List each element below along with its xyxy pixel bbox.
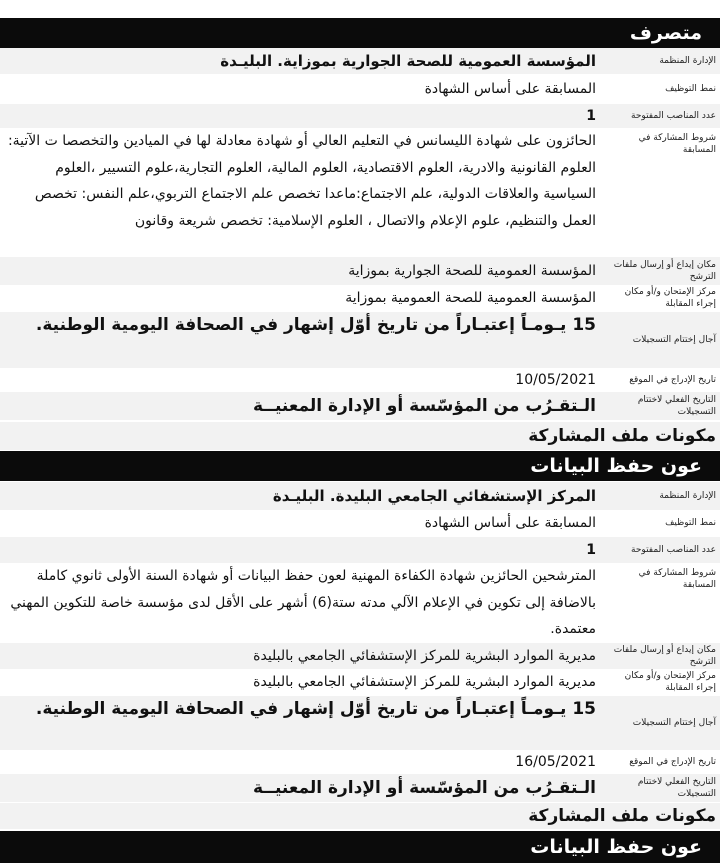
deposit-label: مكان إيداع أو إرسال ملفات الترشح xyxy=(613,645,716,667)
section-1-conditions-row xyxy=(0,128,720,256)
org-label: الإدارة المنظمة xyxy=(659,491,716,501)
actual-close-label: التاريخ الفعلي لاختتام التسجيلات xyxy=(637,777,716,799)
section-2-org-row xyxy=(0,482,720,510)
section-1-exam-row xyxy=(0,285,720,311)
exam-label: مركز الإمتحان و/أو مكان إجراء المقابلة xyxy=(624,671,716,693)
exam-label: مركز الإمتحان و/أو مكان إجراء المقابلة xyxy=(624,287,716,309)
section-2-title: عون حفظ البيانات xyxy=(530,455,702,477)
deadline-label: آجال إختتام التسجيلات xyxy=(632,718,716,728)
section-1-conditions-value: الحائزون على شهادة الليسانس في التعليم العالي أو شهادة معادلة لها في الميادين والتخصصا ت الآتية: العلوم القانونية والادرية، العلوم الاقتصادية، العلوم المالية، العلوم التجارية،علوم التسيير ،العلوم السياسية والعلاقات الدولية، علم الاجتماع:ماعدا تخصص علم الاجتماع التربوي،علم النفس: تخصص العمل والتنظيم، علوم الإعلام والاتصال ، العلوم الإسلامية: تخصص شريعة وقانون xyxy=(7,133,596,229)
section-2-conditions-row xyxy=(0,563,720,643)
section-2-deposit-row xyxy=(0,643,720,669)
section-1-title: متصرف xyxy=(629,22,702,44)
conditions-label: شروط المشاركة في المسابقة xyxy=(638,568,716,590)
section-1-posts-row xyxy=(0,104,720,128)
section-1-type-value: المسابقة على أساس الشهادة xyxy=(424,81,596,97)
actual-close-label: التاريخ الفعلي لاختتام التسجيلات xyxy=(637,395,716,417)
section-3-title-bar xyxy=(0,831,720,863)
posts-label: عدد المناصب المفتوحة xyxy=(631,111,716,121)
section-2-components-label: مكونات ملف المشاركة xyxy=(528,806,716,826)
section-1-insert-date-value: 10/05/2021 xyxy=(515,372,596,388)
section-1-deadline-value: 15 يـومـاً إعتبـاراً من تاريخ أوّل إشهار في الصحافة اليومية الوطنية. xyxy=(35,315,596,335)
section-1-exam-value: المؤسسة العمومية للصحة العمومية بموزاية xyxy=(345,290,596,306)
section-1-insert-date-row xyxy=(0,368,720,392)
insert-date-label: تاريخ الإدراج في الموقع xyxy=(629,757,716,767)
deposit-label: مكان إيداع أو إرسال ملفات الترشح xyxy=(613,260,716,282)
section-2-type-row xyxy=(0,510,720,536)
org-label: الإدارة المنظمة xyxy=(659,56,716,66)
section-2-exam-value: مديرية الموارد البشرية للمركز الإستشفائي الجامعي بالبليدة xyxy=(253,674,596,690)
section-2-posts-value: 1 xyxy=(586,542,596,558)
section-2-org-value: المركز الإستشفائي الجامعي البليدة. البليـدة xyxy=(272,487,596,505)
section-3-title: عون حفظ البيانات xyxy=(530,836,702,858)
section-1-title-bar xyxy=(0,18,720,48)
deadline-label: آجال إختتام التسجيلات xyxy=(632,335,716,345)
section-2-components-link[interactable] xyxy=(0,803,720,829)
conditions-label: شروط المشاركة في المسابقة xyxy=(638,133,716,155)
section-2-deadline-row xyxy=(0,696,720,750)
section-2-exam-row xyxy=(0,669,720,695)
section-2-insert-date-row xyxy=(0,750,720,774)
insert-date-label: تاريخ الإدراج في الموقع xyxy=(629,375,716,385)
section-1-deposit-row xyxy=(0,257,720,285)
section-1-actual-close-value: الـتقـرُب من المؤسّسة أو الإدارة المعنيــة xyxy=(253,396,596,416)
posts-label: عدد المناصب المفتوحة xyxy=(631,545,716,555)
section-2-actual-close-value: الـتقـرُب من المؤسّسة أو الإدارة المعنيــة xyxy=(253,778,596,798)
section-1-type-row xyxy=(0,76,720,102)
section-2-type-value: المسابقة على أساس الشهادة xyxy=(424,515,596,531)
section-2-insert-date-value: 16/05/2021 xyxy=(515,754,596,770)
section-1-posts-value: 1 xyxy=(586,108,596,124)
section-1-deadline-row xyxy=(0,312,720,368)
section-2-title-bar xyxy=(0,451,720,481)
section-2-deadline-value: 15 يـومـاً إعتبـاراً من تاريخ أوّل إشهار في الصحافة اليومية الوطنية. xyxy=(35,699,596,719)
section-2-posts-row xyxy=(0,537,720,563)
section-2-actual-close-row xyxy=(0,774,720,802)
type-label: نمط التوظيف xyxy=(665,518,716,528)
section-1-org-row xyxy=(0,48,720,74)
section-1-actual-close-row xyxy=(0,392,720,420)
section-2-deposit-value: مديرية الموارد البشرية للمركز الإستشفائي الجامعي بالبليدة xyxy=(253,648,596,664)
type-label: نمط التوظيف xyxy=(665,84,716,94)
section-1-deposit-value: المؤسسة العمومية للصحة الجوارية بموزاية xyxy=(348,263,596,279)
section-2-conditions-value: المترشحين الحائزين شهادة الكفاءة المهنية لعون حفظ البيانات أو شهادة السنة الأولى ثانوي كاملة بالاضافة إلى تكوين في الإعلام الآلي مدته ستة(6) أشهر على الأقل لدى مؤسسة خاصة للتكوين المهني معتمدة. xyxy=(10,568,596,637)
section-1-components-link[interactable] xyxy=(0,422,720,450)
section-1-org-value: المؤسسة العمومية للصحة الجوارية بموزاية. البليـدة xyxy=(220,52,596,70)
section-1-components-label: مكونات ملف المشاركة xyxy=(528,426,716,446)
